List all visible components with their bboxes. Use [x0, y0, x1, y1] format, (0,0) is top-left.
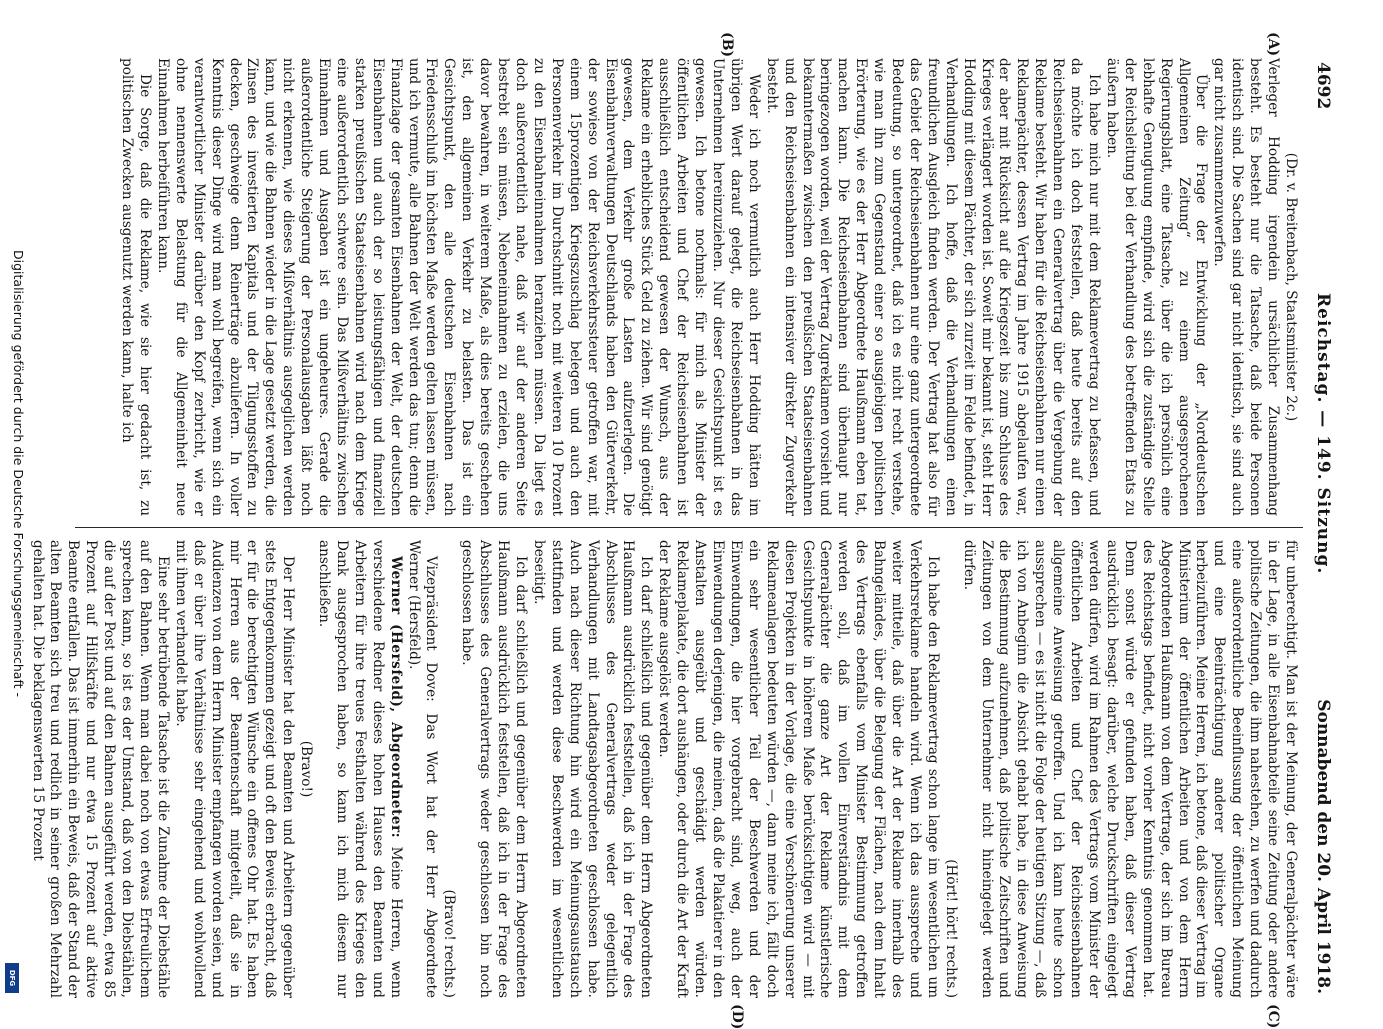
dfg-logo [5, 963, 19, 993]
page-number: 4692 [1313, 62, 1333, 110]
paragraph: Die Sorge, daß die Reklame, wie sie hier gedacht ist, zu politischen Zwecken ausgenutzt werden kann, halte ich [119, 58, 153, 516]
paragraph: Verleger Hodding irgendein ursächlicher Zusammenhang besteht. Es besteht nur die Tatsache, daß beide Personen identisch sind. Die Sachen sind gar nicht identisch, sie sind auch gar nicht zusammenzuwerfen. [1211, 58, 1282, 516]
margin-letter-d: (D) [729, 1004, 745, 1029]
paragraph: Ich darf schließlich und gegenüber dem Herrn Abgeordneten Haußmann ausdrücklich feststellen, daß ich in der Frage des Abschlusses des Generalvertrags weder geschlossen bin noch geschlossen habe. [459, 540, 530, 998]
speaker-name: Werner (Hersfeld), Abgeordneter: [387, 556, 404, 839]
dfg-logo-text: DFG [8, 969, 16, 987]
funding-note: Digitalisierung gefördert durch die Deutsche Forschungsgemeinschaft - [11, 250, 26, 698]
page-header [1309, 58, 1333, 998]
paragraph: Ich habe den Reklamevertrag schon lange im wesentlichen um Verkehrsreklame handeln wird. Wenn ich das ausspreche und weiter mitteile, daß über die Art der Reklame innerhalb des Bahngeländes, über die Belegung der Flächen, nach dem Inhalt des Vertrags ebenfalls vom Minister Bestimmung getroffen werden soll, daß im vollen Einverständnis mit dem Generalpächter die ganze Art der Reklame künstlerische Gesichtspunkte in höherem Maße berücksichtigen wird — mit diesen Projekten in der Vorlage, die eine Verschönerung unserer Reklameanlagen bedeuten würden —, dann meine ich, fällt doch ein sehr wesentlicher Teil der Beschwerden und der Einwendungen, die hier vorgebracht sind, weg, auch der Einwendungen derjenigen, die meinen, daß die Plakatierer in den Anstalten ausgeübt und geschädigt werden würden. Reklameplakate, die dort aushängen, oder durch die Art der Kraft der Reklame ausgelöst werden. [656, 540, 941, 998]
left-column [74, 58, 1299, 516]
paragraph: Weder ich noch vermutlich auch Herr Hodding hätten im übrigen Wert darauf gelegt, die Reichseisenbahnen in das Unternehmen hereinzuziehen. Nur dieser Gesichtspunkt ist es gewesen. Ich betone nochmals: für mich als Minister der öffentlichen Arbeiten und Chef der Reichseisenbahnen ist ausschließlich entscheidend gewesen der Wunsch, aus der Reklame ein erhebliches Stück Geld zu ziehen. Wir sind genötigt gewesen, dem Verkehr große Lasten aufzuerlegen. Die Eisenbahnverwaltungen Deutschlands haben den Güterverkehr, der sowieso von der Reichsverkehrssteuer getroffen war, mit einem 15prozentigen Kriegszuschlag belegen und auch den Personenverkehr im Durchschnitt noch mit weiteren 10 Prozent zu den Eisenbahneinnahmen heranziehen müssen. Da liegt es doch außerordentlich nahe, daß wir auf der anderen Seite bestrebt sein müssen, Nebeneinnahmen zu erzielen, die uns davor bewahren, in weiterem Maße, als dies bereits geschehen ist, den allgemeinen Verkehr zu belasten. Das ist ein Gesichtspunkt, den alle deutschen Eisenbahnen nach Friedensschluß im höchsten Maße werden gelten lassen müssen, und ich vermute, alle Bahnen der Welt werden das tun; denn die Finanzlage der gesamten Eisenbahnen der Welt, der deutschen Eisenbahnen und auch der so leistungsfähigen und finanziell starken preußischen Staatseisenbahnen wird nach dem Kriege eine außerordentlich schwere sein. Das Mißverhältnis zwischen Einnahmen und Ausgaben ist ein ungeheures. Gerade die außerordentliche Steigerung der Personalausgaben läßt noch nicht erkennen, wie dieses Mißverhältnis ausgeglichen werden kann, und wie die Bahnen wieder in die Lage gesetzt werden, die Zinsen des investierten Kapitals und der Tilgungsstoffen zu decken, geschweige denn Reinerträge abzuliefern. In voller Kenntnis dieser Dinge wird man wohl begreifen, wenn sich ein verantwortlicher Minister darüber den Kopf zerbricht, wie er ohne nennenswerte Belastung für die Allgemeinheit neue Einnahmen herbeiführen kann. [154, 58, 762, 516]
funding-note-strip [4, 250, 26, 995]
rotated-print-page [29, 32, 1333, 1029]
margin-letter-a: (A) [1265, 32, 1281, 57]
column-divider [75, 527, 1303, 528]
reaction-note: (Bravo!) [298, 740, 315, 798]
presiding-text: Das Wort hat der Herr Abgeordnete Werner (Hersfeld). [405, 540, 440, 999]
paragraph: Eine sehr betrübende Tatsache ist die Zunahme der Diebstähle auf den Bahnen. Wenn man dabei noch von etwas Erfreulichem sprechen kann, so ist es der Umstand, daß von den Diebstählen, die auf der Post und auf den Bahnen ausgeführt werden, etwa 85 Prozent auf Hilfskräfte und nur etwa 15 Prozent auf aktive Beamte entfallen. Das ist immerhin ein Beweis, daß der Stand der alten Beamten sich treu und redlich in seiner großen Mehrzahl gehalten hat. Die beklagenswerten 15 Prozent [29, 540, 171, 998]
paragraph: Über die Frage der Entwicklung der „Norddeutschen Allgemeinen Zeitung“ zu einem ausgesprochenen Regierungsblatt, eine Tatsache, über die ich persönlich eine lebhafte Genugtuung empfinde, wird sich die zuständige Stelle der Reichsleitung bei der Verhandlung des betreffenden Etats zu äußern haben. [1103, 58, 1210, 516]
paragraph: Ich habe mich nur mit dem Reklamevertrag zu befassen, und da möchte ich doch feststellen, daß heute bereits auf den Reichseisenbahnen ein Generalvertrag über die Vergebung der Reklame besteht. Wir haben für die Reichseisenbahnen nur einen Reklamepächter, dessen Vertrag im Jahre 1915 abgelaufen war, der aber mit Rücksicht auf die Kriegszeit bis zum Schlusse des Krieges verlängert worden ist. Soweit mir bekannt ist, steht Herr Hodding mit diesem Pächter, der sich zurzeit im Felde befindet, in Verhandlungen. Ich hoffe, daß die Verhandlungen einen freundlichen Ausgleich finden werden. Der Vertrag hat also für das Gebiet der Reichseisenbahnen nur eine ganz untergeordnete Bedeutung, so untergeordnet, daß ich es nicht recht verstehe, wie man ihn zum Gegenstand einer so ausgiebigen politischen Erörterung, wie es der Herr Abgeordnete Haußmann eben tat, machen kann. Die Reichseisenbahnen sind überhaupt nur beringezogen worden, weil der Vertrag Zugreklamen vorsieht und bekanntermaßen zwischen den preußischen Staatseisenbahnen und den Reichseisenbahnen ein intensiver direkter Zugverkehr besteht. [763, 58, 1103, 516]
speech-text: Meine Herren, wenn verschiedene Redner dieses hohen Hauses den Beamten und Arbeitern für ihre treues Festhalten während des Krieges den Dank ausgesprochen haben, so kann ich mich diesem nur anschließen. [316, 540, 404, 999]
reaction-note: (Bravo! rechts.) [441, 889, 458, 998]
paragraph: für unberechtigt. Man ist der Meinung, der Generalpächter wäre in der Lage, in alle Eisenbahnabteile seine Zeitung oder andere politische Zeitungen, die ihm nahestehen, zu werfen und dadurch eine außerordentliche Beeinflussung der öffentlichen Meinung und eine Beeinträchtigung anderer politischer Organe herbeizuführen. Meine Herren, ich betone, daß dieser Vertrag im Ministerium der öffentlichen Arbeiten und von dem Herrn Abgeordneten Haußmann von dem Vertrage, der sich im Bureau des Reichstags befindet, nicht vorher Kenntnis genommen hat. Denn sonst würde er gefunden haben, daß dieser Vertrag ausdrücklich besagt: darüber, welche Druckschriften eingelegt werden dürfen, wird im Rahmen des Vertrags vom Minister der öffentlichen Arbeiten und Chef der Reichseisenbahnen allgemeine Anweisung getroffen. Und ich kann heute schon aussprechen — es ist nicht die Folge der heutigen Sitzung —, daß ich von Anbeginn die Absicht gehabt habe, in diese Anweisung die Bestimmung aufzunehmen, daß politische Zeitschriften und Zeitungen von dem Unternehmer nicht hineingelegt werden dürfen. [960, 540, 1299, 998]
margin-letter-c: (C) [1265, 1004, 1281, 1029]
reaction-note: (Hört! hört! rechts.) [942, 859, 959, 998]
speech-opening [314, 540, 404, 998]
paragraph: Ich darf schließlich und gegenüber dem Herrn Abgeordneten Haußmann ausdrücklich feststellen, daß ich in der Frage des Abschlusses des Generalvertrags weder gelegentlich Verhandlungen mit Landtagsabgeordneten geschlossen habe. Auch nach dieser Richtung hin wird ein Meinungsaustausch stattfinden und werden diese Beschwerden im wesentlichen beseitigt. [530, 540, 655, 998]
speaker-attribution: (Dr. v. Breitenbach, Staatsminister 2c.) [1283, 152, 1299, 422]
presiding-label: Vizepräsident Dove: [423, 556, 440, 702]
margin-letter-b: (B) [719, 32, 735, 58]
right-column [29, 540, 1299, 999]
page-date: Sonnabend den 20. April 1918. [1313, 699, 1333, 994]
page-title: Reichstag. — 149. Sitzung. [1313, 293, 1333, 575]
paragraph: Der Herr Minister hat den Beamten und Arbeitern gegenüber stets Entgegenkommen gezeigt und oft den Beweis erbracht, daß er für die berechtigten Wünsche ein offenes Ohr hat. Es haben mir Herren aus der Beamtenschaft mitgeteilt, daß sie in Audienzen von dem Herrn Minister empfangen worden seien, und daß er über ihre Verhältnisse sehr eingehend und wohlwollend mit ihnen verhandelt habe. [172, 540, 297, 998]
presiding-remark [404, 540, 440, 998]
